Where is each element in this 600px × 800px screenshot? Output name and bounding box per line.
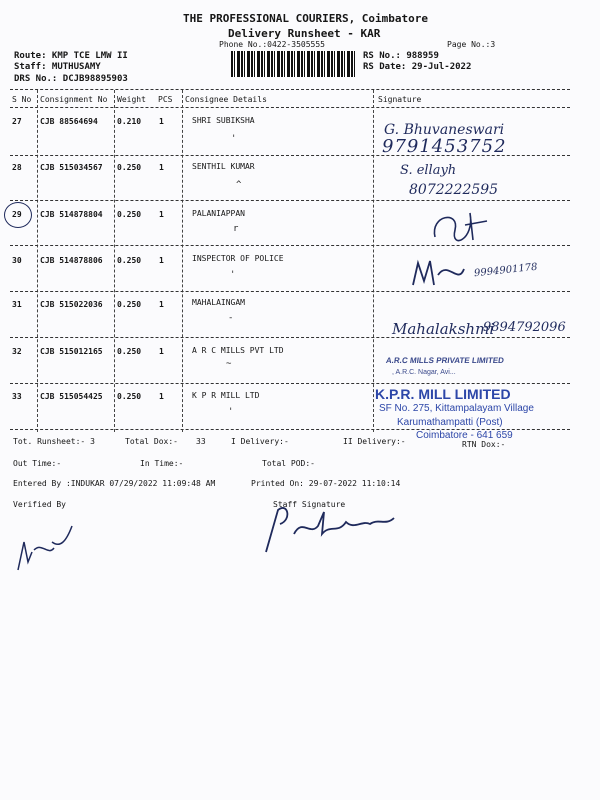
divider-pcs	[182, 90, 183, 432]
row-weight: 0.250	[117, 256, 142, 265]
verified-signature	[12, 512, 82, 577]
circle-mark	[4, 202, 32, 228]
row-consignment: CJB 515054425	[40, 392, 103, 401]
row-pcs: 1	[159, 300, 164, 309]
col-consignment: Consignment No	[40, 95, 108, 104]
row-weight: 0.250	[117, 300, 142, 309]
row-rule	[10, 200, 570, 201]
row-weight: 0.210	[117, 117, 142, 126]
row-rule	[10, 383, 570, 384]
row-pcs: 1	[159, 392, 164, 401]
row-sno: 32	[12, 347, 22, 356]
signature-31-phone: 9894792096	[483, 320, 566, 335]
i-delivery: I Delivery:-	[231, 437, 289, 446]
divider-sno	[37, 90, 38, 432]
row-consignee: SENTHIL KUMAR	[192, 162, 255, 171]
signature-27-phone: 9791453752	[382, 136, 507, 157]
staff-signature	[258, 500, 418, 562]
row-consignee: K P R MILL LTD	[192, 391, 260, 400]
row-pcs: 1	[159, 256, 164, 265]
col-signature: Signature	[378, 95, 422, 104]
row-consignment: CJB 515012165	[40, 347, 103, 356]
row-rule	[10, 245, 570, 246]
drs-number	[14, 74, 128, 84]
row-pcs: 1	[159, 210, 164, 219]
rs-date: RS Date: 29-Jul-2022	[363, 62, 472, 72]
row-consignee: SHRI SUBIKSHA	[192, 116, 255, 125]
page-number: Page No.:3	[447, 40, 496, 49]
row-consignment: CJB 515034567	[40, 163, 103, 172]
row-pcs: 1	[159, 347, 164, 356]
signature-29-scribble	[425, 205, 495, 245]
entered-by: Entered By :INDUKAR 07/29/2022 11:09:48 AM	[13, 479, 216, 488]
signature-30-scrawl: 9994901178	[473, 261, 539, 280]
kpr-stamp-line1: SF No. 275, Kittampalayam Village	[379, 403, 534, 414]
row-sno: 33	[12, 392, 22, 401]
verified-by: Verified By	[13, 500, 66, 509]
barcode	[231, 51, 355, 77]
signature-30-scribble	[408, 255, 468, 293]
staff-signature-label: Staff Signature	[273, 500, 346, 509]
drs-label: DRS No.:	[14, 74, 58, 84]
row-weight: 0.250	[117, 163, 142, 172]
signature-31-name: Mahalakshmi	[392, 320, 495, 338]
row-consignee: INSPECTOR OF POLICE	[192, 254, 284, 263]
row-weight: 0.250	[117, 210, 142, 219]
row-sno: 27	[12, 117, 22, 126]
row-pcs: 1	[159, 163, 164, 172]
row-rule	[10, 291, 570, 292]
divider-consignment	[114, 90, 115, 432]
kpr-stamp-title: K.P.R. MILL LIMITED	[375, 386, 511, 402]
total-runsheet: Tot. Runsheet:- 3	[13, 437, 95, 446]
row-consignment: CJB 515022036	[40, 300, 103, 309]
row-consignment: CJB 88564694	[40, 117, 98, 126]
row-sno: 30	[12, 256, 22, 265]
row-consignee: MAHALAINGAM	[192, 298, 245, 307]
staff-label: Staff: MUTHUSAMY	[14, 62, 101, 72]
signature-28-phone: 8072222595	[409, 182, 499, 198]
row-weight: 0.250	[117, 347, 142, 356]
rs-number: RS No.: 988959	[363, 51, 439, 61]
company-title: THE PROFESSIONAL COURIERS, Coimbatore	[183, 12, 429, 25]
col-sno: S No	[12, 95, 32, 104]
printed-on: Printed On: 29-07-2022 11:10:14	[251, 479, 401, 488]
row-sno: 31	[12, 300, 22, 309]
col-consignee: Consignee Details	[185, 95, 267, 104]
row-sno: 29	[12, 210, 22, 219]
kpr-stamp-line2: Karumathampatti (Post)	[397, 417, 503, 428]
total-dox-value: 33	[196, 437, 206, 446]
row-consignment: CJB 514878806	[40, 256, 103, 265]
ii-delivery: II Delivery:-	[343, 437, 406, 446]
total-dox-label: Total Dox:-	[125, 437, 178, 446]
col-weight: Weight	[117, 95, 146, 104]
signature-27-name: G. Bhuvaneswari	[384, 122, 505, 138]
rtn-dox: RTN Dox:-	[462, 440, 506, 449]
divider-consignee	[373, 90, 374, 432]
row-consignment: CJB 514878804	[40, 210, 103, 219]
row-pcs: 1	[159, 117, 164, 126]
row-consignee: A R C MILLS PVT LTD	[192, 346, 284, 355]
arc-mills-stamp-line2: , A.R.C. Nagar, Avi...	[392, 369, 456, 376]
drs-value: DCJB98895903	[62, 74, 128, 84]
row-sno: 28	[12, 163, 22, 172]
runsheet-subtitle: Delivery Runsheet - KAR	[228, 27, 381, 40]
row-weight: 0.250	[117, 392, 142, 401]
col-pcs: PCS	[158, 95, 173, 104]
table-top-rule	[10, 89, 570, 90]
row-consignee: PALANIAPPAN	[192, 209, 245, 218]
total-pod: Total POD:-	[262, 459, 315, 468]
table-header-rule	[10, 107, 570, 108]
kpr-stamp-line3: Coimbatore - 641 659	[416, 430, 513, 441]
route-label: Route: KMP TCE LMW II	[14, 51, 128, 61]
out-time: Out Time:-	[13, 459, 62, 468]
phone-number: Phone No.:0422-3505555	[219, 40, 325, 49]
in-time: In Time:-	[140, 459, 184, 468]
arc-mills-stamp-line1: A.R.C MILLS PRIVATE LIMITED	[385, 356, 505, 365]
signature-28-name: S. ellayh	[400, 163, 457, 178]
